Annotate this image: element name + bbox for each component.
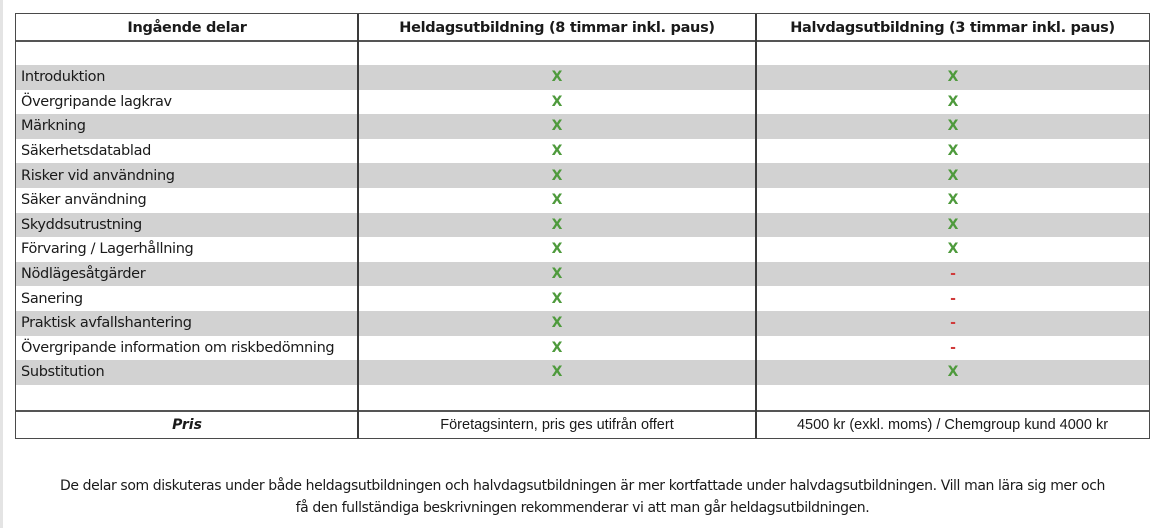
header-halfday: Halvdagsutbildning (3 timmar inkl. paus): [790, 19, 1115, 36]
halfday-included-mark: X: [947, 216, 959, 233]
row-name: Introduktion: [21, 69, 106, 86]
halfday-included-mark: X: [947, 69, 959, 86]
page-edge: [0, 0, 3, 528]
fullday-included-mark: X: [551, 364, 563, 381]
row-name: Förvaring / Lagerhållning: [21, 241, 194, 258]
table-row: [16, 237, 1149, 262]
fullday-included-mark: X: [551, 216, 563, 233]
row-name: Skyddsutrustning: [21, 216, 142, 233]
fullday-included-mark: X: [551, 167, 563, 184]
table-row: [16, 90, 1149, 115]
row-name: Risker vid användning: [21, 167, 175, 184]
row-name: Övergripande lagkrav: [21, 93, 172, 110]
row-name: Sanering: [21, 290, 83, 307]
halfday-included-mark: X: [947, 167, 959, 184]
table-row: [16, 336, 1149, 361]
halfday-included-mark: X: [947, 143, 959, 160]
price-halfday: 4500 kr (exkl. moms) / Chemgroup kund 4000 kr: [796, 417, 1109, 433]
fullday-included-mark: X: [551, 143, 563, 160]
row-name: Nödlägesåtgärder: [21, 266, 146, 283]
fullday-included-mark: X: [551, 290, 563, 307]
halfday-included-mark: X: [947, 118, 959, 135]
halfday-included-mark: X: [947, 192, 959, 209]
halfday-included-mark: X: [947, 93, 959, 110]
halfday-excluded-mark: -: [950, 339, 956, 356]
halfday-included-mark: X: [947, 241, 959, 258]
header-divider: [16, 40, 1149, 42]
table-row: [16, 139, 1149, 164]
price-row: [16, 411, 1149, 439]
table-row: [16, 188, 1149, 213]
footnote-line-2: få den fullständiga beskrivningen rekommenderar vi att man går heldagsutbildningen.: [295, 500, 870, 516]
table-body: [16, 65, 1149, 385]
halfday-excluded-mark: -: [950, 315, 956, 332]
footnote-line-1: De delar som diskuteras under både heldagsutbildningen och halvdagsutbildningen är mer kortfattade under halvdagsutbildningen. Vill man lära sig mer och: [60, 478, 1105, 494]
fullday-included-mark: X: [551, 241, 563, 258]
row-name: Substitution: [21, 364, 105, 381]
row-name: Märkning: [21, 118, 86, 135]
price-fullday: Företagsintern, pris ges utifrån offert: [440, 417, 674, 433]
table-row: [16, 163, 1149, 188]
table-row: [16, 311, 1149, 336]
fullday-included-mark: X: [551, 69, 563, 86]
fullday-included-mark: X: [551, 118, 563, 135]
row-name: Praktisk avfallshantering: [21, 315, 192, 332]
table-row: [16, 360, 1149, 385]
column-divider-2: [755, 14, 757, 438]
fullday-included-mark: X: [551, 93, 563, 110]
fullday-included-mark: X: [551, 192, 563, 209]
price-label: Pris: [172, 417, 202, 433]
halfday-excluded-mark: -: [950, 266, 956, 283]
column-divider-1: [357, 14, 359, 438]
row-name: Övergripande information om riskbedömning: [21, 339, 335, 356]
table-row: [16, 114, 1149, 139]
halfday-included-mark: X: [947, 364, 959, 381]
header-fullday: Heldagsutbildning (8 timmar inkl. paus): [399, 19, 715, 36]
row-name: Säkerhetsdatablad: [21, 143, 151, 160]
course-comparison-table: [15, 13, 1150, 439]
table-row: [16, 262, 1149, 287]
table-row: [16, 286, 1149, 311]
table-row: [16, 65, 1149, 90]
header-parts: Ingående delar: [127, 19, 247, 36]
fullday-included-mark: X: [551, 339, 563, 356]
fullday-included-mark: X: [551, 266, 563, 283]
fullday-included-mark: X: [551, 315, 563, 332]
halfday-excluded-mark: -: [950, 290, 956, 307]
footnote: [15, 475, 1150, 519]
table-row: [16, 213, 1149, 238]
row-name: Säker användning: [21, 192, 147, 209]
